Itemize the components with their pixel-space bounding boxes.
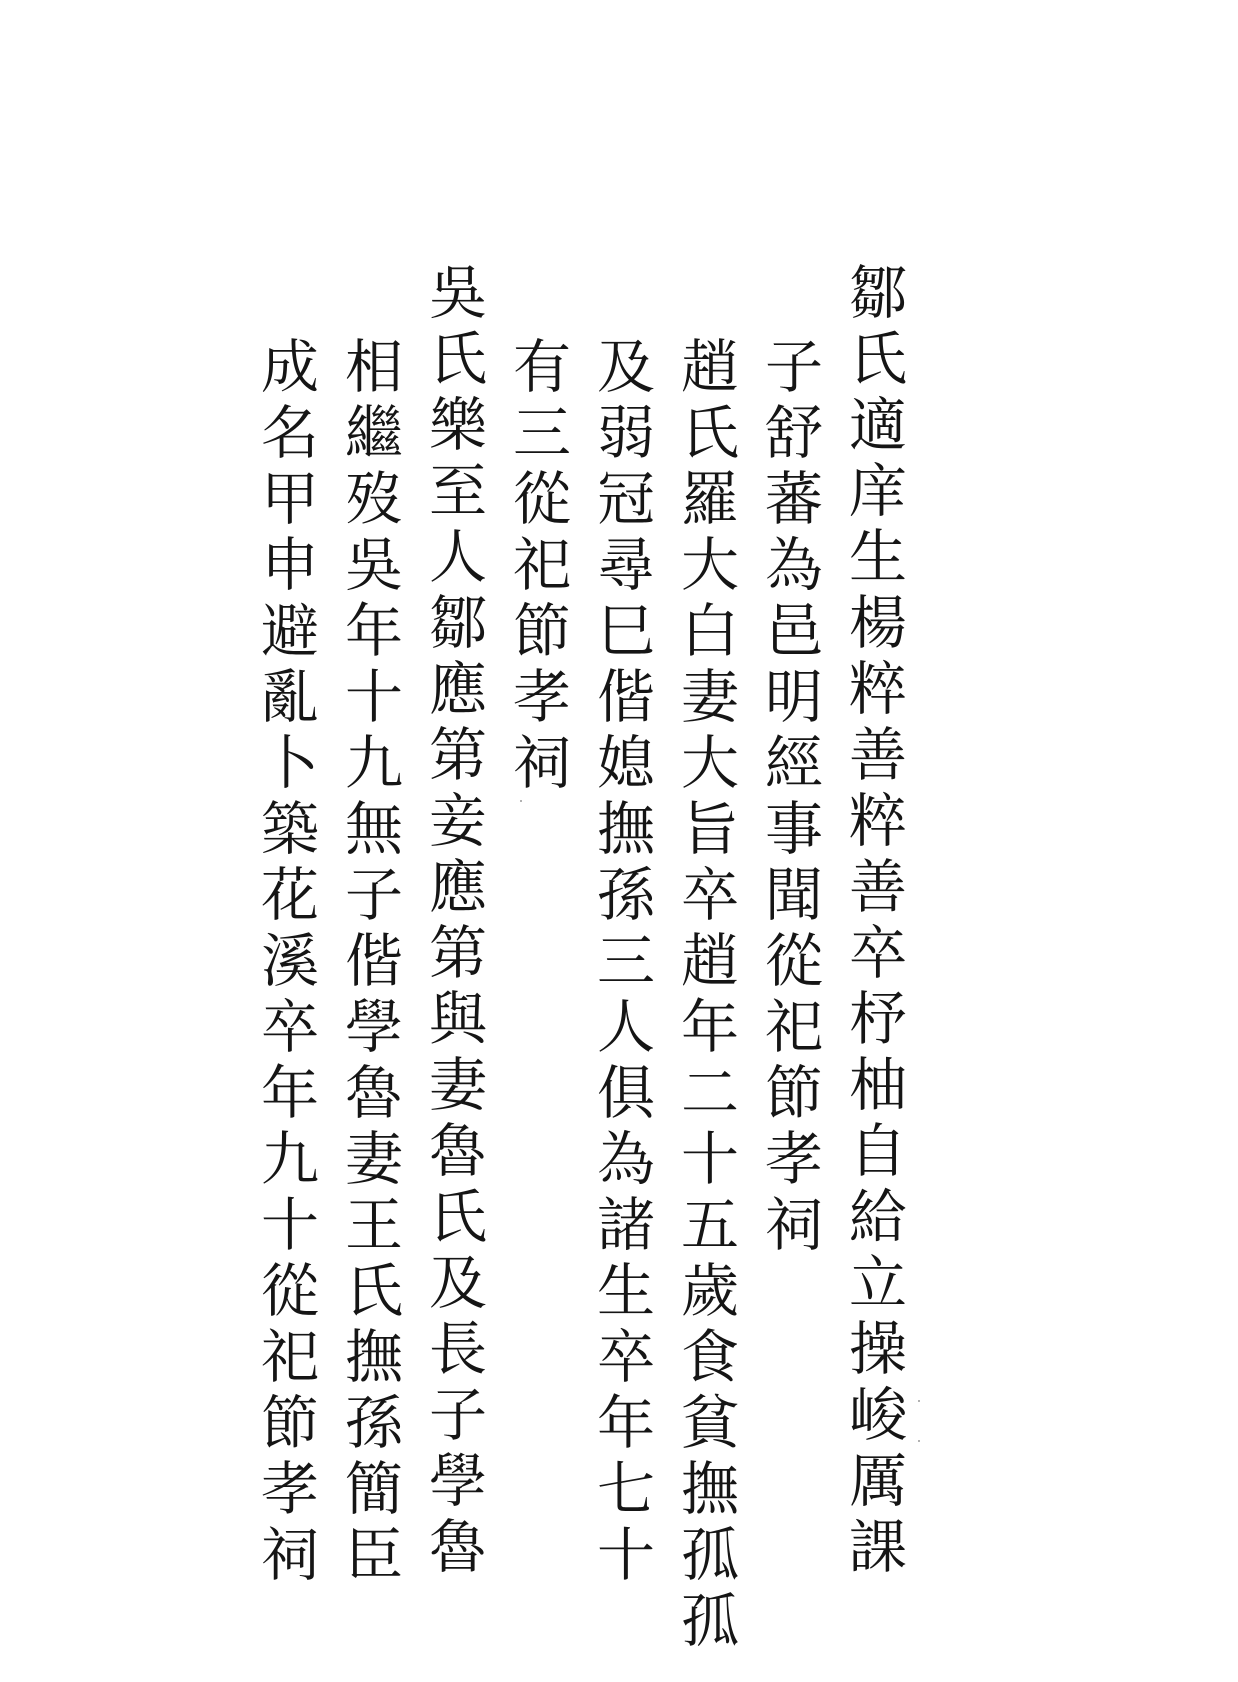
- paper-speck: [520, 800, 522, 802]
- paper-speck: [918, 1400, 920, 1402]
- text-column-7: 相繼歿吳年十九無子偕學魯妻王氏撫孫簡臣: [335, 336, 403, 1590]
- paper-speck: [918, 1440, 920, 1442]
- text-column-2: 子舒蕃為邑明經事聞從祀節孝祠: [755, 336, 823, 1260]
- text-column-1: 鄒氏適庠生楊粹善粹善卒杼柚自給立操峻厲課: [839, 262, 907, 1582]
- text-column-4: 及弱冠尋巳偕媳撫孫三人俱為諸生卒年七十: [587, 336, 655, 1590]
- text-column-6: 吳氏樂至人鄒應第妾應第與妻魯氏及長子學魯: [419, 262, 487, 1582]
- text-column-3: 趙氏羅大白妻大旨卒趙年二十五歲食貧撫孤孤: [671, 336, 739, 1656]
- text-column-8: 成名甲申避亂卜築花溪卒年九十從祀節孝祠: [251, 336, 319, 1590]
- text-column-5: 有三從祀節孝祠: [503, 336, 571, 798]
